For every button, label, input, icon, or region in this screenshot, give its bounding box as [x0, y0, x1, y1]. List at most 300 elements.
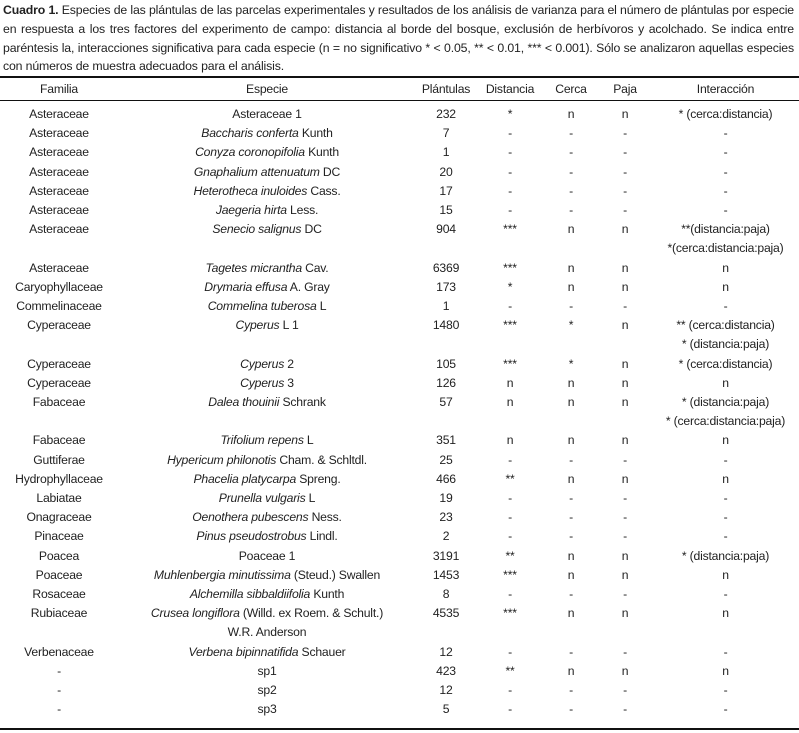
species-authority: L — [305, 491, 316, 506]
species-authority: A. Gray — [287, 279, 330, 294]
interaction-line: n — [722, 260, 729, 275]
species-table — [0, 78, 799, 720]
cell-cerca: n — [567, 567, 575, 582]
cell-paja: - — [623, 145, 627, 160]
species-name — [118, 143, 416, 162]
cell-especie — [118, 547, 416, 566]
species-italic: Muhlenbergia minutissima — [153, 567, 291, 582]
table-row — [0, 100, 799, 124]
cell-interaccion — [652, 470, 799, 489]
cell-especie — [118, 470, 416, 489]
cell-paja: n — [621, 279, 629, 294]
cell-paja: - — [623, 164, 627, 179]
cell-familia: - — [57, 702, 61, 717]
species-name — [118, 355, 416, 374]
cell-especie — [118, 508, 416, 527]
interaction-line: - — [723, 510, 728, 525]
cell-distancia: *** — [503, 567, 517, 582]
cell-cerca: - — [569, 126, 573, 141]
species-authority: L — [303, 433, 314, 448]
species-italic: Prunella vulgaris — [218, 491, 306, 506]
species-italic: Heterotheca inuloides — [193, 183, 308, 198]
cell-interaccion — [652, 393, 799, 431]
table-row — [0, 681, 799, 700]
cell-distancia: * — [507, 279, 513, 294]
table-caption — [3, 1, 794, 76]
species-authority: Ness. — [308, 510, 342, 525]
cell-plantulas: 20 — [439, 164, 453, 179]
interaction-line: *(cerca:distancia:paja) — [667, 241, 784, 256]
species-authority: (Steud.) Swallen — [290, 567, 381, 582]
cell-paja: n — [621, 663, 629, 678]
col-header-interaccion: Interacción — [696, 82, 755, 96]
table-row — [0, 451, 799, 470]
cell-paja: - — [623, 491, 627, 506]
species-italic: Jaegeria hirta — [215, 203, 287, 218]
table-row — [0, 259, 799, 278]
cell-distancia: - — [508, 299, 512, 314]
table-row — [0, 163, 799, 182]
species-name — [118, 431, 416, 450]
cell-distancia: n — [506, 395, 514, 410]
cell-especie — [118, 124, 416, 143]
species-italic: Commelina tuberosa — [207, 299, 317, 314]
interaction-line: n — [722, 663, 729, 678]
interaction-line: * (cerca:distancia) — [678, 356, 773, 371]
cell-plantulas: 57 — [439, 395, 453, 410]
cell-cerca: n — [567, 663, 575, 678]
table-row — [0, 489, 799, 508]
cell-plantulas: 173 — [436, 279, 456, 294]
species-italic: Cyperus — [240, 356, 285, 371]
cell-familia: Asteraceae — [29, 107, 89, 121]
cell-paja: n — [621, 375, 629, 390]
cell-plantulas: 1453 — [432, 567, 460, 582]
interaction-line: - — [723, 203, 728, 218]
species-name — [118, 566, 416, 585]
cell-distancia: - — [508, 183, 512, 198]
cell-especie — [118, 355, 416, 374]
cell-especie — [118, 566, 416, 585]
caption-label: Cuadro 1. — [3, 3, 59, 17]
interaction-line: * (distancia:paja) — [681, 548, 770, 563]
cell-familia: Poacea — [38, 548, 80, 563]
cell-cerca: - — [569, 145, 573, 160]
cell-plantulas: 904 — [436, 222, 456, 237]
cell-familia: Verbenaceae — [24, 644, 94, 659]
species-authority: Asteraceae 1 — [232, 107, 302, 121]
cell-paja: - — [623, 510, 627, 525]
species-name — [118, 393, 416, 412]
cell-interaccion — [652, 278, 799, 297]
cell-interaccion — [652, 527, 799, 546]
cell-plantulas: 351 — [436, 433, 456, 448]
species-italic: Baccharis conferta — [201, 126, 299, 141]
cell-plantulas: 1 — [442, 145, 450, 160]
cell-plantulas: 12 — [439, 644, 453, 659]
interaction-line: ** (cerca:distancia) — [676, 318, 775, 333]
cell-plantulas: 1 — [442, 299, 450, 314]
cell-interaccion — [652, 700, 799, 719]
cell-especie — [118, 662, 416, 681]
table-row — [0, 566, 799, 585]
cell-especie — [118, 681, 416, 700]
cell-especie — [118, 374, 416, 393]
cell-familia: Asteraceae — [29, 260, 89, 275]
cell-paja: n — [621, 606, 629, 621]
species-authority: Lindl. — [306, 529, 338, 544]
species-italic: Pinus pseudostrobus — [196, 529, 307, 544]
species-name — [118, 278, 416, 297]
cell-paja: - — [623, 683, 627, 698]
cell-paja: - — [623, 299, 627, 314]
species-italic: Drymaria effusa — [204, 279, 288, 294]
table-row — [0, 278, 799, 297]
species-name — [118, 201, 416, 220]
cell-interaccion — [652, 259, 799, 278]
cell-especie — [118, 604, 416, 642]
table-body — [0, 100, 799, 720]
cell-interaccion — [652, 100, 799, 124]
species-authority: Kunth — [310, 587, 345, 602]
cell-cerca: - — [569, 683, 573, 698]
cell-especie — [118, 278, 416, 297]
table-row — [0, 124, 799, 143]
interaction-line: n — [722, 471, 729, 486]
cell-familia: Asteraceae — [29, 145, 89, 160]
species-authority: Schauer — [298, 644, 346, 659]
cell-paja: - — [623, 183, 627, 198]
cell-plantulas: 2 — [442, 529, 450, 544]
cell-cerca: - — [569, 644, 573, 659]
table-row — [0, 201, 799, 220]
interaction-line: - — [723, 529, 728, 544]
cell-interaccion — [652, 643, 799, 662]
cell-paja: n — [621, 318, 629, 333]
cell-paja: - — [623, 702, 627, 717]
cell-cerca: n — [567, 375, 575, 390]
table-row — [0, 143, 799, 162]
table-row — [0, 604, 799, 642]
cell-distancia: *** — [503, 260, 517, 275]
cell-cerca: n — [567, 548, 575, 563]
cell-plantulas: 6369 — [432, 260, 460, 275]
cell-familia: - — [57, 683, 61, 698]
cell-familia: Guttiferae — [33, 452, 85, 467]
cell-especie — [118, 431, 416, 450]
cell-familia: Rubiaceae — [30, 606, 88, 621]
cell-familia: Cyperaceae — [27, 318, 91, 333]
interaction-line: - — [723, 644, 728, 659]
cell-cerca: n — [567, 222, 575, 237]
species-authority: Kunth — [304, 145, 339, 160]
cell-especie — [118, 182, 416, 201]
cell-cerca: n — [567, 260, 575, 275]
cell-plantulas: 466 — [436, 471, 456, 486]
cell-familia: Fabaceae — [32, 433, 86, 448]
cell-plantulas: 23 — [439, 510, 453, 525]
species-italic: Cyperus — [235, 318, 280, 333]
cell-especie — [118, 393, 416, 431]
cell-plantulas: 15 — [439, 203, 453, 218]
cell-familia: Pinaceae — [34, 529, 84, 544]
cell-plantulas: 5 — [442, 702, 450, 717]
cell-interaccion — [652, 451, 799, 470]
cell-distancia: ** — [505, 471, 515, 486]
interaction-line: - — [723, 452, 728, 467]
species-italic: Crusea longiflora — [150, 606, 240, 621]
cell-distancia: - — [508, 587, 512, 602]
interaction-line: * (cerca:distancia) — [678, 107, 773, 121]
cell-interaccion — [652, 355, 799, 374]
interaction-line: - — [723, 299, 728, 314]
species-name — [118, 604, 416, 623]
species-italic: Oenothera pubescens — [192, 510, 309, 525]
cell-interaccion — [652, 604, 799, 642]
species-italic: Phacelia platycarpa — [193, 471, 297, 486]
species-authority: L 1 — [279, 318, 299, 333]
cell-especie — [118, 700, 416, 719]
cell-cerca: * — [568, 318, 574, 333]
cell-paja: n — [621, 548, 629, 563]
cell-interaccion — [652, 566, 799, 585]
interaction-line: * (distancia:paja) — [681, 395, 770, 410]
species-authority: L — [316, 299, 327, 314]
cell-paja: - — [623, 529, 627, 544]
species-name — [118, 681, 416, 700]
cell-distancia: ** — [505, 548, 515, 563]
cell-plantulas: 17 — [439, 183, 453, 198]
cell-cerca: - — [569, 164, 573, 179]
table-row — [0, 316, 799, 354]
cell-interaccion — [652, 201, 799, 220]
cell-distancia: *** — [503, 606, 517, 621]
cell-interaccion — [652, 681, 799, 700]
cell-interaccion — [652, 124, 799, 143]
interaction-line: - — [723, 587, 728, 602]
species-authority: DC — [319, 164, 341, 179]
cell-interaccion — [652, 585, 799, 604]
cell-distancia: - — [508, 683, 512, 698]
cell-familia: Asteraceae — [29, 203, 89, 218]
cell-familia: Onagraceae — [26, 510, 92, 525]
species-authority: Schrank — [279, 395, 326, 410]
cell-familia: Asteraceae — [29, 126, 89, 141]
cell-plantulas: 423 — [436, 663, 456, 678]
cell-plantulas: 232 — [436, 107, 456, 121]
table-row — [0, 220, 799, 258]
cell-familia: - — [57, 663, 61, 678]
cell-plantulas: 126 — [436, 375, 456, 390]
table-row — [0, 585, 799, 604]
table-row — [0, 700, 799, 719]
cell-especie — [118, 527, 416, 546]
cell-paja: n — [621, 260, 629, 275]
cell-familia: Rosaceae — [32, 587, 86, 602]
cell-cerca: n — [567, 279, 575, 294]
species-authority: sp2 — [257, 683, 277, 698]
cell-distancia: - — [508, 644, 512, 659]
interaction-line: * (distancia:paja) — [681, 337, 770, 352]
cell-cerca: - — [569, 203, 573, 218]
species-name — [118, 662, 416, 681]
species-name — [118, 700, 416, 719]
species-name — [118, 374, 416, 393]
species-name — [118, 124, 416, 143]
cell-especie — [118, 316, 416, 354]
cell-especie — [118, 259, 416, 278]
species-italic: Tagetes micrantha — [205, 260, 302, 275]
cell-paja: - — [623, 126, 627, 141]
caption-text: Especies de las plántulas de las parcelas experimentales y resultados de los análisis de varianza para el número de plántulas por especie en respuesta a los tres factores del experimento de campo: distancia al borde del bosque, exclusión de herbívoros y acolchado. Se indica entre paréntesis la, interacciones significativa para cada especie (n = no significativo * < 0.05, ** < 0.01, *** < 0.001). Sólo se analizaron aquellas especies con números de muestra adecuados para el análisis. — [3, 3, 794, 74]
species-name — [118, 489, 416, 508]
species-italic: Gnaphalium attenuatum — [193, 164, 320, 179]
table-row — [0, 643, 799, 662]
cell-plantulas: 4535 — [432, 606, 460, 621]
cell-paja: n — [621, 356, 629, 371]
species-name — [118, 220, 416, 239]
species-name — [118, 451, 416, 470]
species-authority: sp1 — [257, 663, 277, 678]
cell-distancia: - — [508, 126, 512, 141]
cell-distancia: *** — [503, 318, 517, 333]
cell-plantulas: 12 — [439, 683, 453, 698]
species-authority: Spreng. — [296, 471, 341, 486]
cell-cerca: - — [569, 702, 573, 717]
cell-interaccion — [652, 316, 799, 354]
cell-interaccion — [652, 163, 799, 182]
cell-interaccion — [652, 489, 799, 508]
cell-familia: Commelinaceae — [16, 299, 102, 314]
cell-familia: Fabaceae — [32, 395, 86, 410]
cell-cerca: - — [569, 452, 573, 467]
species-italic: Dalea thouinii — [208, 395, 280, 410]
table-row — [0, 355, 799, 374]
cell-plantulas: 7 — [442, 126, 450, 141]
species-authority: 3 — [284, 375, 294, 390]
cell-familia: Asteraceae — [29, 183, 89, 198]
cell-familia: Caryophyllaceae — [15, 279, 103, 294]
cell-especie — [118, 585, 416, 604]
cell-plantulas: 25 — [439, 452, 453, 467]
interaction-line: n — [722, 567, 729, 582]
cell-distancia: - — [508, 164, 512, 179]
interaction-line: n — [722, 375, 729, 390]
species-name — [118, 182, 416, 201]
species-authority: Cav. — [301, 260, 329, 275]
cell-familia: Poaceae — [35, 567, 83, 582]
cell-interaccion — [652, 374, 799, 393]
species-name — [118, 163, 416, 182]
cell-paja: - — [623, 452, 627, 467]
cell-paja: n — [621, 222, 629, 237]
species-italic: Senecio salignus — [212, 222, 302, 237]
interaction-line: - — [723, 183, 728, 198]
species-name — [118, 585, 416, 604]
interaction-line: n — [722, 279, 729, 294]
cell-cerca: - — [569, 299, 573, 314]
species-authority: sp3 — [257, 702, 277, 717]
cell-interaccion — [652, 547, 799, 566]
cell-especie — [118, 489, 416, 508]
table-row — [0, 393, 799, 431]
col-header-cerca: Cerca — [555, 82, 587, 96]
cell-interaccion — [652, 431, 799, 450]
cell-plantulas: 1480 — [432, 318, 460, 333]
cell-familia: Asteraceae — [29, 164, 89, 179]
table-row — [0, 470, 799, 489]
cell-especie — [118, 143, 416, 162]
species-name — [118, 259, 416, 278]
interaction-line: - — [723, 145, 728, 160]
species-name — [118, 643, 416, 662]
species-italic: Conyza coronopifolia — [195, 145, 305, 160]
species-italic: Hypericum philonotis — [167, 452, 277, 467]
cell-plantulas: 8 — [442, 587, 450, 602]
cell-cerca: - — [569, 491, 573, 506]
cell-distancia: * — [507, 107, 513, 121]
cell-plantulas: 3191 — [432, 548, 460, 563]
col-header-familia: Familia — [40, 82, 78, 96]
col-header-distancia: Distancia — [485, 82, 535, 96]
interaction-line: - — [723, 702, 728, 717]
interaction-line: - — [723, 126, 728, 141]
cell-distancia: - — [508, 529, 512, 544]
cell-cerca: n — [567, 433, 575, 448]
cell-cerca: - — [569, 529, 573, 544]
table-row — [0, 508, 799, 527]
species-name — [118, 547, 416, 566]
species-authority: Kunth — [298, 126, 333, 141]
cell-cerca: n — [567, 395, 575, 410]
interaction-line: n — [722, 606, 729, 621]
species-name — [118, 297, 416, 316]
table-row — [0, 527, 799, 546]
cell-interaccion — [652, 508, 799, 527]
cell-distancia: - — [508, 491, 512, 506]
cell-interaccion — [652, 182, 799, 201]
cell-especie — [118, 643, 416, 662]
interaction-line: * (cerca:distancia:paja) — [665, 414, 786, 429]
interaction-line: **(distancia:paja) — [681, 222, 770, 237]
species-name — [118, 527, 416, 546]
cell-cerca: n — [567, 606, 575, 621]
species-authority: Cass. — [307, 183, 341, 198]
cell-plantulas: 19 — [439, 491, 453, 506]
col-header-plantulas: Plántulas — [421, 82, 471, 96]
cell-paja: n — [621, 471, 629, 486]
table-row — [0, 547, 799, 566]
interaction-line: - — [723, 683, 728, 698]
cell-distancia: n — [506, 433, 514, 448]
cell-especie — [118, 201, 416, 220]
cell-plantulas: 105 — [436, 356, 456, 371]
cell-distancia: - — [508, 145, 512, 160]
interaction-line: - — [723, 164, 728, 179]
cell-distancia: - — [508, 702, 512, 717]
table-row — [0, 297, 799, 316]
cell-cerca: - — [569, 587, 573, 602]
cell-paja: n — [621, 567, 629, 582]
cell-distancia: *** — [503, 356, 517, 371]
cell-distancia: - — [508, 510, 512, 525]
cell-especie — [118, 100, 416, 124]
cell-paja: - — [623, 587, 627, 602]
cell-distancia: *** — [503, 222, 517, 237]
cell-especie — [118, 297, 416, 316]
cell-distancia: ** — [505, 663, 515, 678]
cell-cerca: n — [567, 471, 575, 486]
